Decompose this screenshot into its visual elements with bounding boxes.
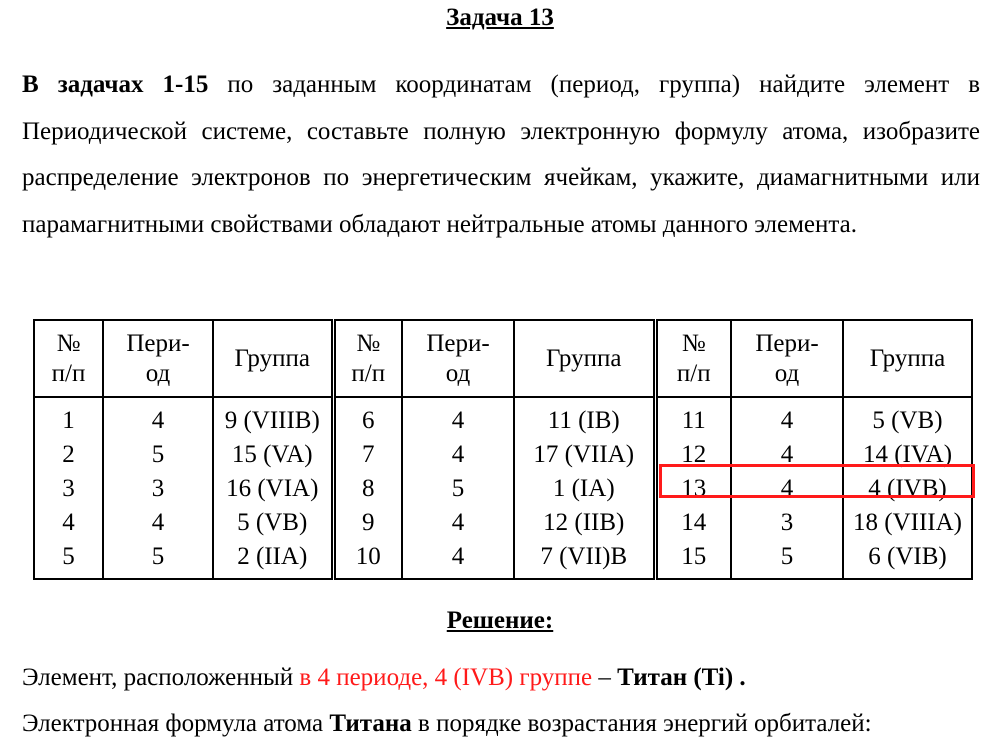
header-group: Группа <box>213 320 333 397</box>
table-cell: 4 <box>402 506 514 540</box>
table-cell: 5 (VB) <box>843 397 972 438</box>
table-cell: 4 <box>731 397 843 438</box>
header-period: Пери- од <box>103 320 213 397</box>
header-num: № п/п <box>333 320 402 397</box>
table-cell: 4 <box>402 438 514 472</box>
table-cell: 3 <box>103 472 213 506</box>
table-cell: 7 <box>333 438 402 472</box>
answer-prefix: Элемент, расположенный <box>22 664 300 691</box>
table-cell: 4 <box>402 540 514 579</box>
highlight-box-task-13 <box>659 464 975 498</box>
answer-element: Титан (Ti) . <box>617 664 746 691</box>
table-cell: 8 <box>333 472 402 506</box>
table-cell: 5 <box>103 540 213 579</box>
table-cell: 10 <box>333 540 402 579</box>
table-cell: 11 (IB) <box>514 397 655 438</box>
header-group: Группа <box>843 320 972 397</box>
table-cell: 3 <box>34 472 103 506</box>
table-cell: 15 (VA) <box>213 438 333 472</box>
page-title: Задача 13 <box>446 4 554 31</box>
table-cell: 5 <box>402 472 514 506</box>
header-num: № п/п <box>655 320 731 397</box>
table-cell: 4 <box>731 472 843 506</box>
cut-off-line: Электронная формула атома Титана в порядке возрастания энергий орбиталей: <box>22 710 872 737</box>
table-cell: 12 <box>655 438 731 472</box>
header-group: Группа <box>514 320 655 397</box>
table-row <box>34 397 972 438</box>
table-cell: 12 (IIB) <box>514 506 655 540</box>
table-cell: 14 (IVA) <box>843 438 972 472</box>
table-cell: 2 (IIA) <box>213 540 333 579</box>
table-cell: 4 <box>34 506 103 540</box>
table-cell: 9 (VIIIB) <box>213 397 333 438</box>
table-cell: 3 <box>731 506 843 540</box>
table-cell: 5 (VB) <box>213 506 333 540</box>
header-num: № п/п <box>34 320 103 397</box>
table-cell: 15 <box>655 540 731 579</box>
header-period: Пери- од <box>402 320 514 397</box>
task-range-label: В задачах 1-15 <box>22 71 209 98</box>
table-cell: 6 (VIB) <box>843 540 972 579</box>
answer-highlight: в 4 периоде, 4 (IVB) группе <box>299 664 593 691</box>
table-cell: 11 <box>655 397 731 438</box>
task-description <box>22 62 980 248</box>
table-header-row <box>34 320 972 397</box>
table-cell: 9 <box>333 506 402 540</box>
table-cell: 1 (IA) <box>514 472 655 506</box>
solution-title: Решение: <box>446 607 554 634</box>
tasks-table <box>33 319 973 580</box>
header-period: Пери- од <box>731 320 843 397</box>
table-cell: 7 (VII)B <box>514 540 655 579</box>
table-cell: 16 (VIA) <box>213 472 333 506</box>
table-cell: 14 <box>655 506 731 540</box>
table-cell: 4 (IVB) <box>843 472 972 506</box>
table-cell: 17 (VIIA) <box>514 438 655 472</box>
table-cell: 2 <box>34 438 103 472</box>
table-cell: 5 <box>103 438 213 472</box>
table-cell: 5 <box>731 540 843 579</box>
table-cell: 6 <box>333 397 402 438</box>
table-cell: 4 <box>103 397 213 438</box>
table-cell: 13 <box>655 472 731 506</box>
table-cell: 1 <box>34 397 103 438</box>
table-cell: 4 <box>731 438 843 472</box>
table-row <box>34 540 972 579</box>
table-cell: 18 (VIIIA) <box>843 506 972 540</box>
table-cell: 4 <box>103 506 213 540</box>
table-cell: 5 <box>34 540 103 579</box>
table-cell: 4 <box>402 397 514 438</box>
task-description-text: по заданным координатам (период, группа) найдите элемент в Периодической системе, составьте полную электронную формулу атома, изобразите распределение электронов по энергетическим ячейкам, укажите, диамагнитными или парамагнитными свойствами обладают нейтральные атомы данного элемента. <box>22 71 980 238</box>
answer-line <box>22 664 746 692</box>
table-row <box>34 506 972 540</box>
answer-dash: – <box>592 664 618 691</box>
